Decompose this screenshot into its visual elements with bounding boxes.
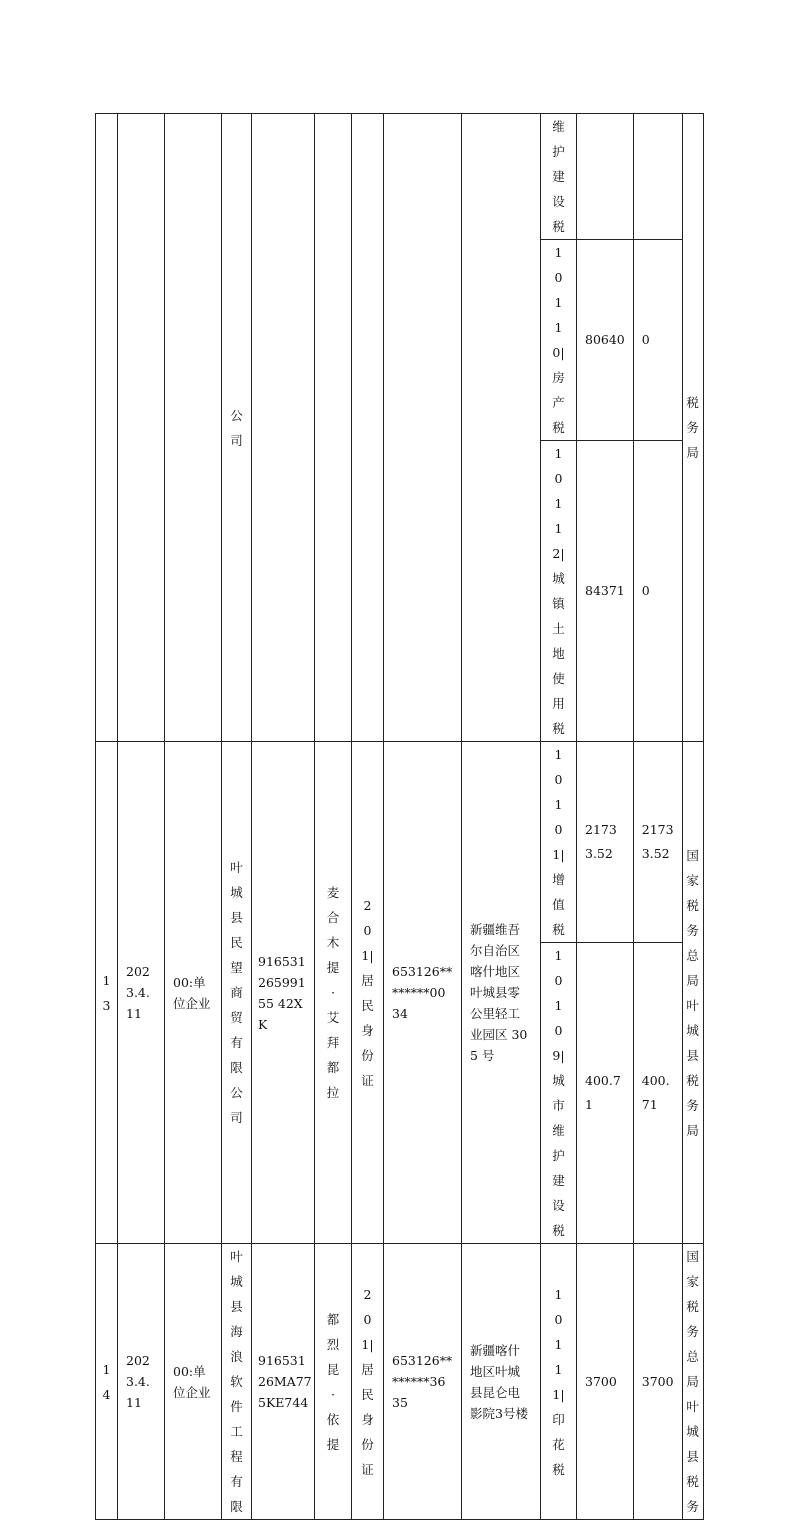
- tax-amount: 84371: [585, 583, 625, 598]
- taxpayer-type-cell: [165, 742, 222, 1244]
- row-index-cell: [96, 114, 118, 742]
- tax-amount-cell: [577, 943, 634, 1244]
- id-type-cell: [352, 742, 384, 1244]
- tax-amount: 21733.52: [585, 822, 617, 861]
- tax-authority: 税务局: [686, 395, 699, 460]
- credit-code-cell: [252, 742, 315, 1244]
- tax-amount-cell: [577, 114, 634, 240]
- table-row: [96, 114, 704, 240]
- date: 2023.4.11: [126, 1353, 150, 1410]
- legal-rep: 麦合木提·艾拜都拉: [326, 885, 340, 1100]
- taxpayer-name-cell: [222, 742, 252, 1244]
- address: 新疆维吾尔自治区喀什地区叶城县零公里轻工业园区 305 号: [470, 922, 528, 1063]
- tax-amount-cell: [577, 742, 634, 943]
- row-index: 14: [102, 1361, 111, 1402]
- tax-paid-cell: [633, 1244, 682, 1520]
- id-type: 201|居民身份证: [361, 1286, 374, 1477]
- tax-authority: 国家税务总局叶城县税务: [686, 1249, 699, 1514]
- legal-rep: 都烈昆·依提: [326, 1311, 340, 1452]
- address-cell: [462, 1244, 541, 1520]
- tax-paid-cell: [633, 114, 682, 240]
- id-type-cell: [352, 114, 384, 742]
- taxpayer-name: 叶城县民望商贸有限公司: [230, 860, 243, 1125]
- tax-item: 10110|房产税: [552, 245, 565, 435]
- row-index: 13: [102, 972, 111, 1013]
- credit-code: 91653126599155 42XK: [258, 953, 306, 1032]
- taxpayer-type: 00:单位企业: [173, 974, 211, 1011]
- id-type: 201|居民身份证: [361, 897, 374, 1088]
- tax-amount-cell: [577, 1244, 634, 1520]
- address-cell: [462, 742, 541, 1244]
- taxpayer-type: 00:单位企业: [173, 1363, 211, 1400]
- tax-item-cell: [541, 240, 577, 441]
- tax-amount-cell: [577, 441, 634, 742]
- address-cell: [462, 114, 541, 742]
- taxpayer-name-cell: [222, 1244, 252, 1520]
- id-type-cell: [352, 1244, 384, 1520]
- tax-item: 10112|城镇土地使用税: [552, 446, 565, 736]
- tax-paid: 21733.52: [641, 822, 674, 861]
- taxpayer-name: 叶城县海浪软件工程有限: [230, 1249, 243, 1514]
- tax-item-cell: [541, 114, 577, 240]
- table-row: [96, 1244, 704, 1520]
- taxpayer-type-cell: [165, 114, 222, 742]
- taxpayer-type-cell: [165, 1244, 222, 1520]
- taxpayer-name-cell: [222, 114, 252, 742]
- tax-authority: 国家税务总局叶城县税务局: [686, 847, 699, 1138]
- tax-paid: 0: [641, 332, 650, 347]
- id-number: 653126********0034: [392, 964, 453, 1021]
- date-cell: [118, 1244, 165, 1520]
- tax-amount-cell: [577, 240, 634, 441]
- legal-rep-cell: [315, 742, 352, 1244]
- tax-paid-cell: [633, 943, 682, 1244]
- id-number-cell: [384, 1244, 462, 1520]
- tax-amount: 3700: [585, 1373, 617, 1389]
- legal-rep-cell: [315, 114, 352, 742]
- address: 新疆喀什地区叶城县昆仑电影院3号楼: [470, 1342, 528, 1421]
- id-number: 653126********3635: [392, 1353, 453, 1410]
- tax-item: 10109|城市维护建设税: [552, 948, 565, 1238]
- tax-paid: 400.71: [641, 1073, 670, 1112]
- tax-paid: 0: [641, 583, 650, 598]
- tax-item: 维护建设税: [552, 119, 565, 234]
- taxpayer-name: 公司: [230, 407, 243, 448]
- credit-code-cell: [252, 114, 315, 742]
- tax-item-cell: [541, 1244, 577, 1520]
- date: 2023.4.11: [126, 964, 150, 1021]
- tax-amount: 400.71: [585, 1073, 621, 1112]
- row-index-cell: [96, 1244, 118, 1520]
- tax-paid-cell: [633, 441, 682, 742]
- tax-arrears-table: [95, 113, 704, 1520]
- tax-authority-cell: [682, 1244, 703, 1520]
- tax-paid-cell: [633, 240, 682, 441]
- date-cell: [118, 742, 165, 1244]
- id-number-cell: [384, 742, 462, 1244]
- tax-item: 10111|印花税: [552, 1286, 565, 1477]
- tax-paid: 3700: [641, 1373, 674, 1389]
- table-row: [96, 742, 704, 943]
- id-number-cell: [384, 114, 462, 742]
- row-index-cell: [96, 742, 118, 1244]
- tax-authority-cell: [682, 114, 703, 742]
- tax-amount: 80640: [585, 332, 625, 347]
- credit-code-cell: [252, 1244, 315, 1520]
- legal-rep-cell: [315, 1244, 352, 1520]
- tax-authority-cell: [682, 742, 703, 1244]
- tax-item-cell: [541, 943, 577, 1244]
- tax-item-cell: [541, 742, 577, 943]
- tax-item-cell: [541, 441, 577, 742]
- date-cell: [118, 114, 165, 742]
- credit-code: 91653126MA775KE744: [258, 1353, 312, 1410]
- tax-item: 10101|增值税: [552, 747, 565, 937]
- tax-paid-cell: [633, 742, 682, 943]
